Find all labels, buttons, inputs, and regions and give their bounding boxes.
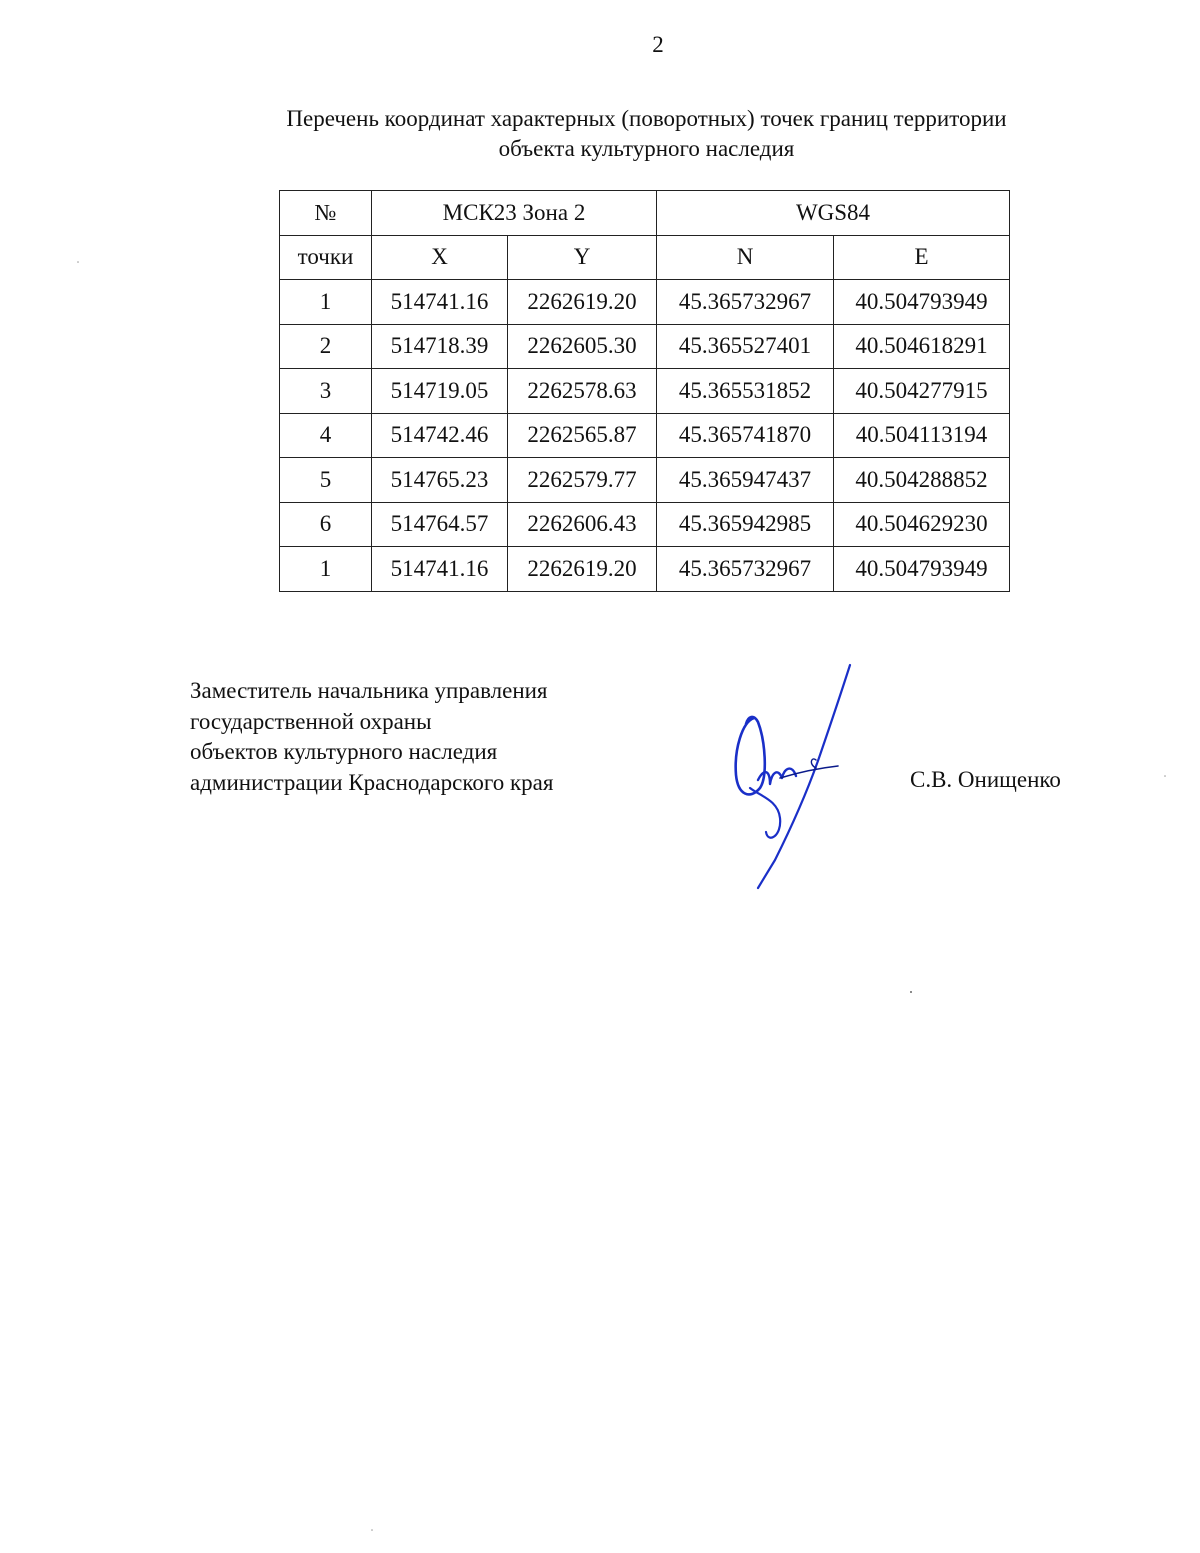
page-number: 2 bbox=[652, 32, 664, 57]
table-row bbox=[280, 458, 1010, 503]
cell-n: 45.365942985 bbox=[657, 502, 834, 547]
header-e: E bbox=[834, 235, 1010, 280]
document-title bbox=[200, 104, 1093, 164]
header-wgs-group: WGS84 bbox=[657, 191, 1010, 236]
signatory-position bbox=[190, 676, 553, 798]
coordinates-table bbox=[279, 190, 1010, 592]
cell-e: 40.504629230 bbox=[834, 502, 1010, 547]
header-n: N bbox=[657, 235, 834, 280]
cell-x: 514742.46 bbox=[372, 413, 508, 458]
table-header-row-2 bbox=[280, 235, 1010, 280]
cell-e: 40.504113194 bbox=[834, 413, 1010, 458]
cell-e: 40.504793949 bbox=[834, 280, 1010, 325]
cell-x: 514765.23 bbox=[372, 458, 508, 503]
cell-e: 40.504793949 bbox=[834, 547, 1010, 592]
cell-y: 2262619.20 bbox=[508, 280, 657, 325]
title-line-2: объекта культурного наследия bbox=[498, 136, 795, 161]
table-row bbox=[280, 280, 1010, 325]
header-msk-group: МСК23 Зона 2 bbox=[372, 191, 657, 236]
header-x: X bbox=[372, 235, 508, 280]
cell-num: 5 bbox=[280, 458, 372, 503]
cell-x: 514719.05 bbox=[372, 369, 508, 414]
table-row bbox=[280, 547, 1010, 592]
header-y: Y bbox=[508, 235, 657, 280]
cell-num: 1 bbox=[280, 280, 372, 325]
table-row bbox=[280, 413, 1010, 458]
cell-n: 45.365531852 bbox=[657, 369, 834, 414]
cell-num: 2 bbox=[280, 324, 372, 369]
cell-x: 514764.57 bbox=[372, 502, 508, 547]
cell-e: 40.504277915 bbox=[834, 369, 1010, 414]
cell-n: 45.365741870 bbox=[657, 413, 834, 458]
table-row bbox=[280, 502, 1010, 547]
cell-num: 1 bbox=[280, 547, 372, 592]
table-row bbox=[280, 324, 1010, 369]
cell-y: 2262565.87 bbox=[508, 413, 657, 458]
cell-n: 45.365732967 bbox=[657, 280, 834, 325]
cell-n: 45.365732967 bbox=[657, 547, 834, 592]
table-header-row-1 bbox=[280, 191, 1010, 236]
cell-e: 40.504288852 bbox=[834, 458, 1010, 503]
signer-name: С.В. Онищенко bbox=[910, 767, 1061, 792]
header-num-line2: точки bbox=[280, 235, 372, 280]
position-line-1: Заместитель начальника управления bbox=[190, 678, 548, 703]
cell-num: 3 bbox=[280, 369, 372, 414]
title-line-1: Перечень координат характерных (поворотных) точек границ территории bbox=[286, 106, 1007, 131]
cell-num: 4 bbox=[280, 413, 372, 458]
cell-y: 2262606.43 bbox=[508, 502, 657, 547]
cell-n: 45.365947437 bbox=[657, 458, 834, 503]
cell-x: 514741.16 bbox=[372, 547, 508, 592]
cell-y: 2262605.30 bbox=[508, 324, 657, 369]
position-line-2: государственной охраны bbox=[190, 708, 432, 734]
cell-n: 45.365527401 bbox=[657, 324, 834, 369]
position-line-3: объектов культурного наследия bbox=[190, 739, 498, 764]
header-num-line1: № bbox=[280, 191, 372, 236]
cell-y: 2262619.20 bbox=[508, 547, 657, 592]
cell-x: 514741.16 bbox=[372, 280, 508, 325]
position-line-4: администрации Краснодарского края bbox=[190, 769, 554, 795]
cell-y: 2262579.77 bbox=[508, 458, 657, 503]
cell-e: 40.504618291 bbox=[834, 324, 1010, 369]
table-row bbox=[280, 369, 1010, 414]
cell-y: 2262578.63 bbox=[508, 369, 657, 414]
cell-x: 514718.39 bbox=[372, 324, 508, 369]
cell-num: 6 bbox=[280, 502, 372, 547]
handwritten-signature bbox=[720, 660, 860, 895]
